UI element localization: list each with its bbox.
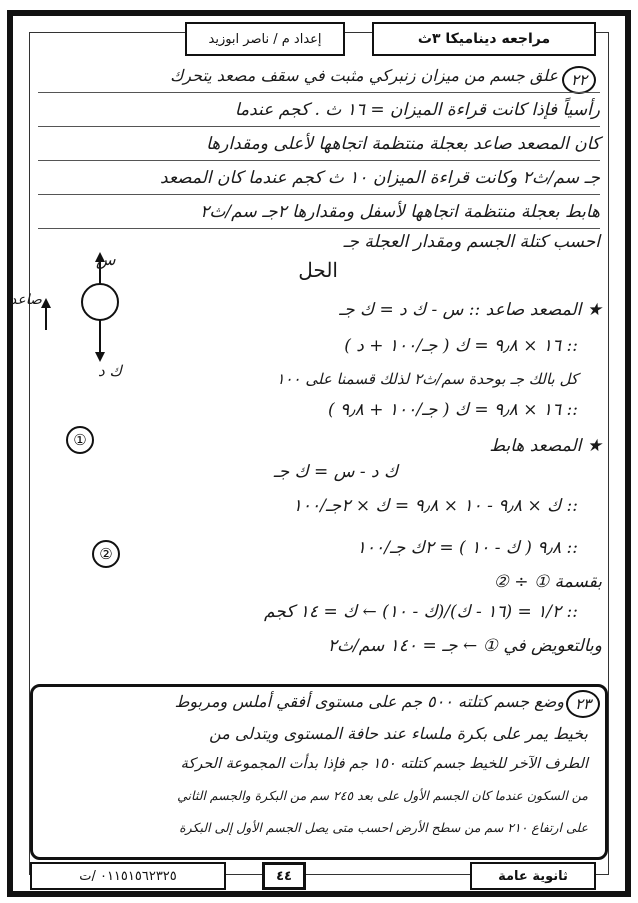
header-title-box [372, 22, 596, 56]
rule-line [38, 160, 600, 161]
force-diagram [28, 250, 148, 390]
solution-line-1: ★ المصعد صاعد :: س - ك د = ك جـ [339, 300, 602, 320]
q2-line-2: بخيط يمر على بكرة ملساء عند حافة المستوى ويتدلى من [209, 724, 588, 743]
solution-line-8: :: ٩٫٨ ( ك - ١٠ ) = ٢ك جـ/١٠٠ [356, 538, 578, 558]
header-author-box [185, 22, 345, 56]
solution-line-6: ك د - س = ك جـ [273, 462, 398, 482]
rule-line [38, 126, 600, 127]
diagram-label-top: س [96, 250, 116, 269]
q2-line-1: وضع جسم كتلته ٥٠٠ جم على مستوى أفقي أملس ومربوط [174, 692, 564, 711]
arrow-head-motion [41, 298, 51, 308]
rule-line [38, 92, 600, 93]
solution-line-4: :: ١٦ × ٩٫٨ = ك ( جـ/١٠٠ + ٩٫٨ ) [327, 400, 578, 420]
question-number: ٢٢ [562, 66, 596, 94]
q2-line-5: على ارتفاع ٢١٠ سم من سطح الأرض احسب متى يصل الجسم الأول إلى البكرة [179, 820, 588, 835]
solution-line-11: وبالتعويض في ① ← جـ = ١٤٠ سم/ث٢ [327, 636, 602, 656]
diagram-label-side: صاعد [10, 292, 42, 308]
solution-line-5: ★ المصعد هابط [489, 436, 602, 456]
body-circle [82, 284, 118, 320]
arrow-head-down [95, 352, 105, 362]
footer-grade-box [470, 862, 596, 890]
page-number: ٤٤ [276, 868, 292, 884]
q2-line-3: الطرف الآخر للخيط جسم كتلته ١٥٠ جم فإذا بدأت المجموعة الحركة [180, 756, 588, 772]
phone-number: ٠١١٥١٥٦٢٣٢٥ /ت [79, 868, 177, 884]
solution-line-10: :: ١/٢ = (١٦ - ك)/(ك - ١٠) ← ك = ١٤ كجم [263, 602, 578, 622]
q1-line-2: رأسياً فإذا كانت قراءة الميزان = ١٦ ث . كجم عندما [234, 100, 600, 120]
rule-line [38, 194, 600, 195]
question-2-number: ٢٣ [566, 690, 600, 718]
author-label: إعداد م / ناصر ابوزيد [208, 31, 322, 47]
solution-line-2: :: ١٦ × ٩٫٨ = ك ( جـ/١٠٠ + د ) [344, 336, 578, 356]
equation-marker-1: ① [66, 426, 94, 454]
solution-line-7: :: ك × ٩٫٨ - ١٠ × ٩٫٨ = ك × ٢جـ/١٠٠ [292, 496, 578, 516]
q1-line-3: كان المصعد صاعد بعجلة منتظمة اتجاهها لأعلى ومقدارها [206, 134, 600, 154]
solution-heading: الحل [298, 258, 338, 282]
footer-page-box [262, 862, 306, 890]
grade-label: ثانوية عامة [498, 868, 568, 884]
solution-line-9: بقسمة ① ÷ ② [493, 572, 602, 592]
q2-line-4: من السكون عندما كان الجسم الأول على بعد ٢٤٥ سم من البكرة والجسم الثاني [177, 788, 588, 803]
diagram-label-bottom: ك د [98, 362, 122, 380]
equation-marker-2: ② [92, 540, 120, 568]
solution-line-3: كل بالك جـ بوحدة سم/ث٢ لذلك قسمنا على ١٠٠ [276, 370, 578, 388]
q1-line-1: علق جسم من ميزان زنبركي مثبت في سقف مصعد يتحرك [170, 66, 558, 85]
page-title: مراجعه ديناميكا ٣ث [417, 31, 551, 47]
q1-line-6: احسب كتلة الجسم ومقدار العجلة جـ [343, 232, 600, 252]
rule-line [38, 228, 600, 229]
q1-line-4: جـ سم/ث٢ وكانت قراءة الميزان ١٠ ث كجم عندما كان المصعد [160, 168, 600, 188]
footer-phone-box [30, 862, 226, 890]
q1-line-5: هابط بعجلة منتظمة اتجاهها لأسفل ومقدارها ٢جـ سم/ث٢ [200, 202, 600, 222]
